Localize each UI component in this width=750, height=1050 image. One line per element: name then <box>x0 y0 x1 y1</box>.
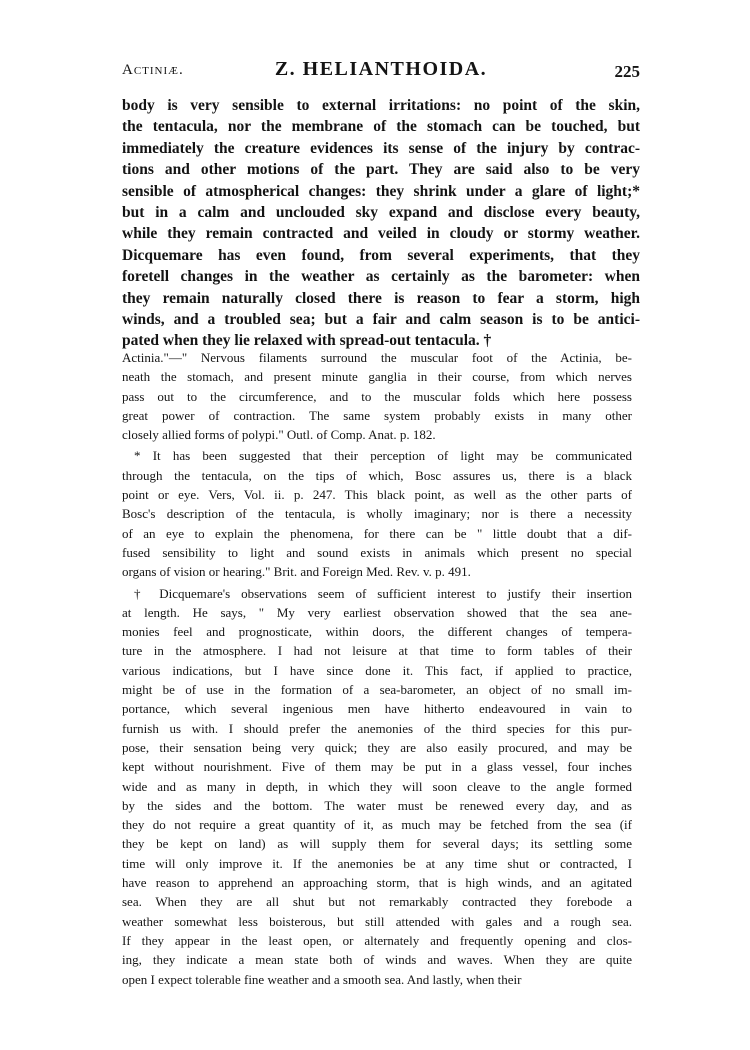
footnote-line: have reason to apprehend an approaching storm, that is high winds, and an agitated <box>122 875 632 891</box>
text-line: body is very sensible to external irritations: no point of the skin, <box>122 97 640 114</box>
footnote-line: monies feel and prognosticate, within doors, the different changes of tempera- <box>122 624 632 640</box>
footnote-line: various indications, but I have since done it. This fact, if applied to practice, <box>122 662 632 678</box>
footnote-line: * It has been suggested that their perception of light may be communicated <box>134 448 632 464</box>
footnote-line: ture in the atmosphere. I had not leisure at that time to form tables of their <box>122 643 632 659</box>
footnote <box>122 348 632 444</box>
footnote-line: time will only improve it. If the anemonies be at any time shut or contracted, I <box>122 855 632 871</box>
text-line: immediately the creature evidences its sense of the injury by contrac- <box>122 139 640 157</box>
footnote-line: they be kept on land) as will supply them for several days; its settling some <box>122 836 632 852</box>
footnote-line: open I expect tolerable fine weather and a smooth sea. And lastly, when their <box>122 971 522 987</box>
footnote-line: pass out to the circumference, and to the muscular folds which here possess <box>122 388 632 404</box>
footnotes <box>122 348 632 991</box>
text-line: winds, and a troubled sea; but a fair and calm season is to be antici- <box>122 310 640 328</box>
footnote-line: weather somewhat less boisterous, but still attended with gales and a rough sea. <box>122 913 632 929</box>
footnote-line: by the sides and the bottom. The water must be renewed every day, and as <box>122 797 632 813</box>
footnote-line: might be of use in the formation of a sea-barometer, an object of no small im- <box>122 682 632 698</box>
text-line: but in a calm and unclouded sky expand and disclose every beauty, <box>122 203 640 221</box>
running-head <box>122 58 640 82</box>
footnote-line: sea. When they are all shut but not remarkably contracted they forebode a <box>122 894 632 910</box>
text-line: while they remain contracted and veiled in cloudy or stormy weather. <box>122 225 640 243</box>
footnote-line: closely allied forms of polypi." Outl. of Comp. Anat. p. 182. <box>122 427 436 443</box>
footnote-line: † Dicquemare's observations seem of sufficient interest to justify their insertion <box>134 585 632 601</box>
footnote-line: great power of contraction. The same system probably exists in many other <box>122 407 632 423</box>
footnote-line: furnish us with. I should prefer the anemonies of the third species for this pur- <box>122 720 632 736</box>
text-line: foretell changes in the weather as certainly as the barometer: when <box>122 268 640 286</box>
text-line: Dicquemare has even found, from several experiments, that they <box>122 246 640 264</box>
page-number: 225 <box>614 62 640 81</box>
footnote-line: neath the stomach, and present minute ganglia in their course, from which nerves <box>122 369 632 385</box>
footnote-line: pose, their sensation being very quick; they are also easily procured, and may be <box>122 739 632 755</box>
footnote-line: kept without nourishment. Five of them may be put in a glass vessel, four inches <box>122 759 632 775</box>
footnote-line: ing, they indicate a mean state both of winds and waves. When they are quite <box>122 952 632 968</box>
text-line: sensible of atmospherical changes: they shrink under a glare of light;* <box>122 182 640 200</box>
section-heading: Actiniæ. <box>122 62 184 78</box>
footnote-line: Bosc's description of the tentacula, is wholly imaginary; nor is there a necessity <box>122 506 632 522</box>
text-line: pated when they lie relaxed with spread-out tentacula. † <box>122 332 492 350</box>
footnote-line: fused sensibility to light and sound exists in animals which present no special <box>122 544 632 560</box>
text-line: tions and other motions of the part. They are said also to be very <box>122 161 640 179</box>
footnote-line: portance, which several ingenious men have hitherto endeavoured in vain to <box>122 701 632 717</box>
footnote-line: wide and as many in depth, in which they will soon cleave to the angle formed <box>122 778 632 794</box>
body-text <box>122 95 640 352</box>
footnote <box>122 584 632 989</box>
footnote-line: point or eye. Vers, Vol. ii. p. 247. This black point, as well as the other parts of <box>122 487 632 503</box>
footnote-line: organs of vision or hearing." Brit. and Foreign Med. Rev. v. p. 491. <box>122 564 471 580</box>
footnote-line: Actinia."—" Nervous filaments surround the muscular foot of the Actinia, be- <box>122 350 632 365</box>
text-line: the tentacula, nor the membrane of the stomach can be touched, but <box>122 118 640 136</box>
text-line: they remain naturally closed there is reason to fear a storm, high <box>122 289 640 307</box>
page-title: Z. HELIANTHOIDA. <box>274 58 488 80</box>
footnote-line: through the tentacula, on the tips of which, Bosc assures us, there is a black <box>122 467 632 483</box>
footnote-line: If they appear in the least open, or alternately and frequently opening and clos- <box>122 932 632 948</box>
footnote-line: they do not require a great quantity of it, as much may be fetched from the sea (if <box>122 817 632 833</box>
footnote-line: of an eye to explain the phenomena, for there can be " little doubt that a dif- <box>122 525 632 541</box>
footnote <box>122 446 632 581</box>
footnote-line: at length. He says, " My very earliest observation showed that the sea ane- <box>122 604 632 620</box>
